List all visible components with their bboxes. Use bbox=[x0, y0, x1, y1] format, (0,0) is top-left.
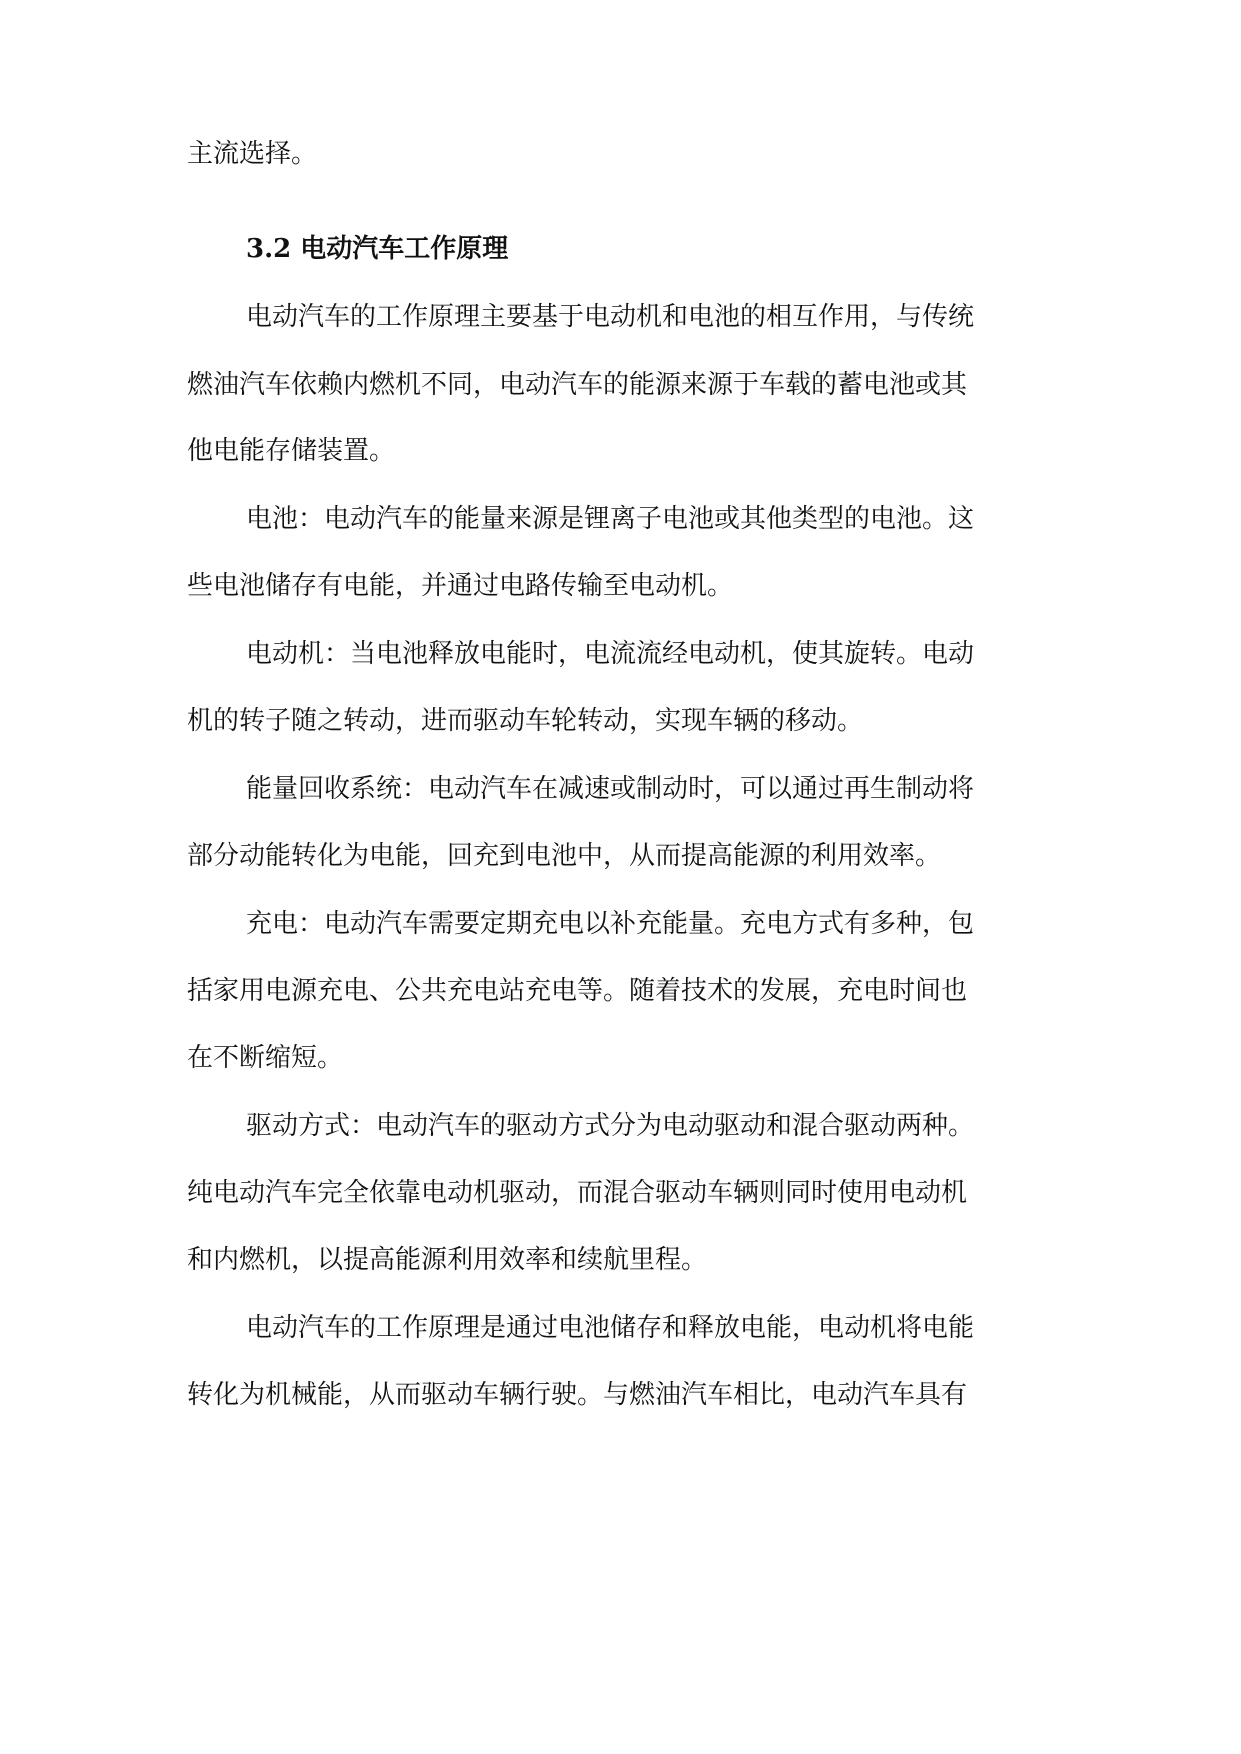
paragraph-line: 充电：电动汽车需要定期充电以补充能量。充电方式有多种，包 bbox=[246, 909, 975, 939]
paragraph-line: 电动汽车的工作原理是通过电池储存和释放电能，电动机将电能 bbox=[246, 1313, 975, 1343]
paragraph-line: 部分动能转化为电能，回充到电池中，从而提高能源的利用效率。 bbox=[187, 841, 942, 871]
paragraph-line: 些电池储存有电能，并通过电路传输至电动机。 bbox=[187, 571, 734, 601]
paragraph-line: 和内燃机，以提高能源利用效率和续航里程。 bbox=[187, 1245, 708, 1275]
continuation-text: 主流选择。 bbox=[187, 139, 318, 169]
paragraph-line: 纯电动汽车完全依靠电动机驱动，而混合驱动车辆则同时使用电动机 bbox=[187, 1178, 968, 1208]
paragraph-line: 电池：电动汽车的能量来源是锂离子电池或其他类型的电池。这 bbox=[246, 504, 975, 534]
paragraph-line: 机的转子随之转动，进而驱动车轮转动，实现车辆的移动。 bbox=[187, 706, 864, 736]
paragraph-line: 电动汽车的工作原理主要基于电动机和电池的相互作用，与传统 bbox=[246, 302, 975, 332]
paragraph-line: 他电能存储装置。 bbox=[187, 436, 396, 466]
paragraph-line: 在不断缩短。 bbox=[187, 1043, 344, 1073]
paragraph-line: 驱动方式：电动汽车的驱动方式分为电动驱动和混合驱动两种。 bbox=[246, 1111, 975, 1141]
paragraph-line: 燃油汽车依赖内燃机不同，电动汽车的能源来源于车载的蓄电池或其 bbox=[187, 370, 968, 400]
paragraph-line: 转化为机械能，从而驱动车辆行驶。与燃油汽车相比，电动汽车具有 bbox=[187, 1380, 968, 1410]
paragraph-line: 括家用电源充电、公共充电站充电等。随着技术的发展，充电时间也 bbox=[187, 976, 968, 1006]
paragraph-line: 能量回收系统：电动汽车在减速或制动时，可以通过再生制动将 bbox=[246, 774, 975, 804]
paragraph-line: 电动机：当电池释放电能时，电流流经电动机，使其旋转。电动 bbox=[246, 639, 975, 669]
section-heading: 3.2 电动汽车工作原理 bbox=[246, 234, 509, 264]
